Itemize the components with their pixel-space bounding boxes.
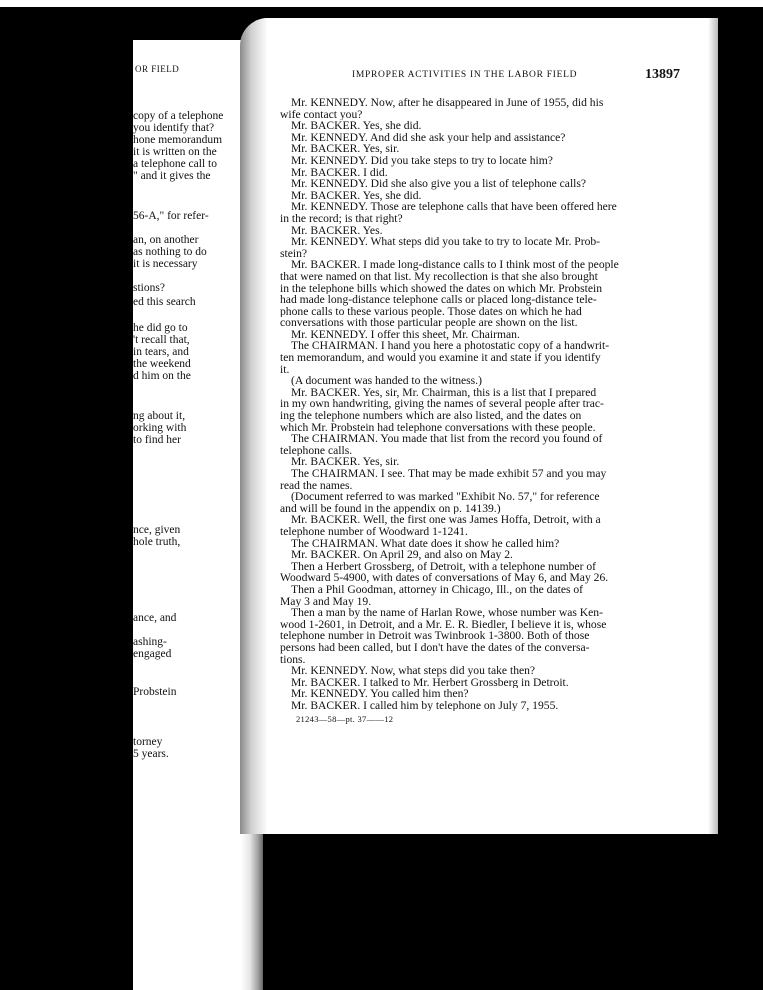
left-page-line: ed this search: [133, 296, 196, 308]
running-head: IMPROPER ACTIVITIES IN THE LABOR FIELD: [352, 70, 578, 80]
body-line: Mr. BACKER. Yes, she did.: [291, 120, 422, 132]
body-line: Mr. KENNEDY. Did you take steps to try to locate him?: [291, 154, 553, 167]
body-line: Mr. BACKER. Yes, sir, Mr. Chairman, this is a list that I prepared: [291, 386, 597, 399]
body-line: Mr. KENNEDY. And did she ask your help and assistance?: [291, 131, 566, 144]
body-line: The CHAIRMAN. You made that list from the record you found of: [291, 433, 603, 445]
body-line: it.: [280, 363, 290, 376]
body-line: ing the telephone numbers which are also listed, and the dates on: [280, 410, 582, 422]
body-line: Then a Herbert Grossberg, of Detroit, with a telephone number of: [291, 560, 596, 573]
top-edge: [0, 0, 763, 7]
body-line: (Document referred to was marked "Exhibit No. 57," for reference: [291, 491, 600, 503]
body-line: wife contact you?: [280, 108, 363, 121]
body-line: telephone number in Detroit was Twinbrook 1-3800. Both of those: [280, 630, 590, 642]
left-page-line: orking with: [133, 422, 187, 434]
left-page-line: he did go to: [133, 322, 188, 334]
left-page-line: it is written on the: [133, 146, 217, 158]
page-curl-shadow: [240, 18, 268, 834]
body-line: Mr. BACKER. Yes, sir.: [291, 143, 400, 155]
left-page-line: torney: [133, 736, 163, 748]
left-page-line: 't recall that,: [133, 334, 190, 346]
body-line: persons had been called, but I don't have the dates of the conversa-: [280, 641, 590, 654]
body-line: in my own handwriting, giving the names of several people after trac-: [280, 398, 604, 411]
body-line: Mr. BACKER. Yes, sir.: [291, 456, 400, 468]
body-line: Woodward 5-4900, with dates of conversations of May 6, and May 26.: [280, 572, 609, 584]
body-line: The CHAIRMAN. What date does it show he called him?: [291, 537, 560, 550]
body-line: Mr. BACKER. Yes, she did.: [291, 189, 422, 202]
left-page-line: you identify that?: [133, 122, 215, 134]
body-line: Mr. KENNEDY. Did she also give you a list of telephone calls?: [291, 178, 587, 190]
print-footer: 21243—58—pt. 37——12: [296, 714, 394, 725]
left-page-line: an, on another: [133, 234, 199, 246]
body-line: and will be found in the appendix on p. 14139.): [280, 502, 501, 515]
left-page-line: stions?: [133, 282, 165, 294]
left-page-line: ance, and: [133, 612, 177, 624]
left-page-line: hone memorandum: [133, 134, 223, 146]
main-page: [240, 18, 718, 834]
left-page-line: d him on the: [133, 370, 191, 382]
body-line: May 3 and May 19.: [280, 595, 372, 608]
body-line: which Mr. Probstein had telephone conversations with these people.: [280, 421, 596, 434]
left-page-line: engaged: [133, 648, 172, 660]
left-page-line: it is necessary: [133, 258, 198, 270]
body-line: Then a man by the name of Harlan Rowe, whose number was Ken-: [291, 607, 603, 619]
body-line: Mr. KENNEDY. What steps did you take to try to locate Mr. Prob-: [291, 236, 601, 248]
body-line: read the names.: [280, 479, 353, 492]
left-page-line: a telephone call to: [133, 158, 217, 170]
body-line: in the record; is that right?: [280, 212, 403, 225]
left-page-line: in tears, and: [133, 346, 189, 358]
page-edge-shadow: [708, 18, 718, 834]
left-page-line: nce, given: [133, 524, 181, 536]
body-line: Mr. BACKER. I did.: [291, 166, 388, 179]
body-line: Mr. KENNEDY. Now, after he disappeared in June of 1955, did his: [291, 97, 604, 109]
page-number: 13897: [645, 67, 680, 82]
body-line: that were named on that list. My recollection is that she also brought: [280, 270, 598, 283]
left-page-line: " and it gives the: [133, 170, 211, 182]
left-page-line: 5 years.: [133, 748, 169, 760]
left-page-line: ashing-: [133, 636, 167, 648]
body-line: Mr. KENNEDY. I offer this sheet, Mr. Chairman.: [291, 328, 520, 341]
body-line: Mr. KENNEDY. Those are telephone calls that have been offered here: [291, 201, 617, 213]
body-text: [280, 97, 680, 724]
body-line: had made long-distance telephone calls or placed long-distance tele-: [280, 294, 597, 306]
body-line: tions.: [280, 653, 306, 666]
body-line: telephone number of Woodward 1-1241.: [280, 525, 468, 538]
body-line: in the telephone bills which showed the dates on which Mr. Probstein: [280, 282, 602, 295]
left-page-line: Probstein: [133, 686, 177, 698]
left-page-line: the weekend: [133, 358, 191, 370]
body-line: Mr. BACKER. I called him by telephone on July 7, 1955.: [291, 699, 559, 712]
body-line: phone calls to these various people. Those dates on which he had: [280, 305, 582, 318]
left-page-header: OR FIELD: [135, 64, 180, 74]
body-line: Mr. KENNEDY. You called him then?: [291, 688, 469, 700]
body-line: Mr. BACKER. On April 29, and also on May 2.: [291, 549, 513, 561]
body-line: ten memorandum, and would you examine it and state if you identify: [280, 352, 601, 364]
left-page-line: hole truth,: [133, 536, 181, 548]
left-page-line: as nothing to do: [133, 246, 207, 258]
body-line: Mr. BACKER. I made long-distance calls to I think most of the people: [291, 259, 619, 271]
body-line: telephone calls.: [280, 444, 353, 457]
left-page-line: to find her: [133, 434, 181, 446]
left-page-line: 56-A," for refer-: [133, 210, 209, 222]
body-line: Mr. KENNEDY. Now, what steps did you take then?: [291, 665, 536, 677]
body-line: stein?: [280, 247, 308, 260]
body-line: The CHAIRMAN. I see. That may be made exhibit 57 and you may: [291, 468, 607, 480]
left-page-line: copy of a telephone: [133, 110, 224, 122]
body-line: (A document was handed to the witness.): [291, 375, 482, 387]
body-line: conversations with those particular people are shown on the list.: [280, 317, 578, 329]
body-line: The CHAIRMAN. I hand you here a photostatic copy of a handwrit-: [291, 340, 610, 353]
left-page-line: ng about it,: [133, 410, 186, 422]
body-line: Mr. BACKER. Yes.: [291, 224, 383, 237]
body-line: Then a Phil Goodman, attorney in Chicago, Ill., on the dates of: [291, 583, 584, 596]
body-line: wood 1-2601, in Detroit, and a Mr. E. R. Biedler, I believe it is, whose: [280, 618, 607, 631]
body-line: Mr. BACKER. I talked to Mr. Herbert Grossberg in Detroit.: [291, 676, 569, 689]
body-line: Mr. BACKER. Well, the first one was James Hoffa, Detroit, with a: [291, 514, 601, 526]
